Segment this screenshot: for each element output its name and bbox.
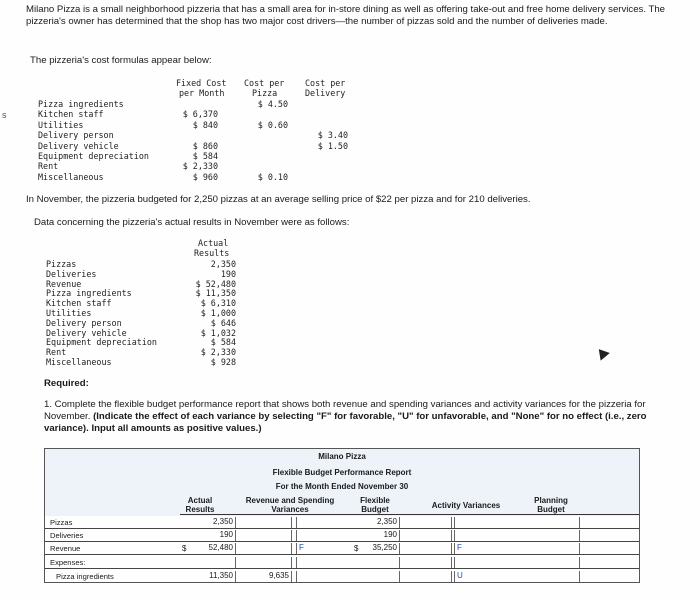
cost-row-label: Kitchen staff <box>38 109 104 120</box>
flex-value-input[interactable]: 35,250 <box>362 543 400 554</box>
actual-value-field[interactable]: 2,350 <box>190 517 236 528</box>
actual-row-value: $ 52,480 <box>195 278 236 289</box>
actual-row-label: Utilities <box>46 308 92 318</box>
mouse-cursor-icon <box>594 345 610 360</box>
question-1-instructions: (Indicate the effect of each variance by selecting "F" for favorable, "U" for unfavorable, and "None" for no effect (i.e., zero variance). Input all amounts as positive values.) <box>44 411 647 434</box>
question-1 <box>44 399 654 435</box>
actual-row-value: $ 928 <box>210 357 236 367</box>
actual-row-label: Pizza ingredients <box>46 288 132 299</box>
col-revenue-spending: Revenue and Spending Variances <box>245 496 335 514</box>
actual-dollar-sign: $ <box>182 544 187 553</box>
actual-header-1: Actual <box>198 238 229 248</box>
flex-value-input[interactable]: 2,350 <box>362 517 400 528</box>
actual-row-value: 2,350 <box>210 259 236 269</box>
fixed-header-2: per Month <box>179 88 225 98</box>
flex-dollar-sign: $ <box>354 544 359 553</box>
cost-row-fixed: $ 860 <box>192 140 218 151</box>
actual-row-value: $ 584 <box>210 337 236 348</box>
pizza-header-2: Pizza <box>252 88 278 98</box>
col-flexible-budget: Flexible Budget <box>360 496 390 514</box>
required-heading: Required: <box>44 378 89 389</box>
pizza-header-1: Cost per <box>244 78 285 88</box>
cost-row-per-delivery: $ 3.40 <box>317 130 348 141</box>
cost-row-fixed: $ 840 <box>192 119 218 130</box>
actual-row-value: 190 <box>220 268 236 279</box>
actual-text: Data concerning the pizzeria's actual results in November were as follows: <box>34 217 350 228</box>
col-activity-variances: Activity Variances <box>431 501 501 510</box>
cost-row-fixed: $ 6,370 <box>182 109 218 120</box>
cost-row-per-pizza: $ 0.10 <box>257 171 288 182</box>
formulas-label: The pizzeria's cost formulas appear below: <box>30 55 212 66</box>
margin-mark: s <box>2 110 7 120</box>
cost-row-per-pizza: $ 4.50 <box>257 99 288 109</box>
actual-row-value: $ 11,350 <box>195 288 236 299</box>
cost-formulas-table <box>38 78 368 188</box>
rsv-amount-input[interactable]: 9,635 <box>240 571 292 582</box>
actual-row-label: Kitchen staff <box>46 298 112 309</box>
actual-results-table <box>46 238 266 368</box>
actual-value-field[interactable]: 11,350 <box>190 571 236 582</box>
flex-value-input[interactable]: 190 <box>362 530 400 541</box>
activity-effect-select[interactable]: F <box>454 543 514 554</box>
report-period: For the Month Ended November 30 <box>275 482 409 491</box>
col-actual-results: Actual Results <box>185 496 215 514</box>
fixed-header-1: Fixed Cost <box>176 78 227 88</box>
actual-header-2: Results <box>194 248 230 258</box>
cost-row-label: Rent <box>38 161 59 172</box>
delivery-header-2: Delivery <box>305 88 346 98</box>
cost-row-label: Delivery vehicle <box>38 140 119 151</box>
cost-row-per-delivery: $ 1.50 <box>317 140 348 151</box>
row-label: Pizza ingredients <box>56 572 114 581</box>
cost-row-fixed: $ 2,330 <box>182 161 218 172</box>
cost-row-label: Equipment depreciation <box>38 151 149 161</box>
budget-text: In November, the pizzeria budgeted for 2,250 pizzas at an average selling price of $22 per pizza and for 210 deliveries. <box>26 194 531 205</box>
actual-row-value: $ 1,000 <box>200 308 236 318</box>
report-title: Milano Pizza <box>318 452 366 461</box>
flexible-budget-report <box>44 448 640 594</box>
cost-row-fixed: $ 960 <box>192 171 218 182</box>
rsv-effect-select[interactable]: F <box>296 543 346 554</box>
delivery-header-1: Cost per <box>305 78 346 88</box>
actual-row-value: $ 6,310 <box>200 298 236 309</box>
actual-row-label: Rent <box>46 347 67 358</box>
row-label: Revenue <box>50 544 81 553</box>
actual-row-label: Delivery person <box>46 317 122 328</box>
actual-row-label: Deliveries <box>46 268 97 279</box>
actual-row-label: Equipment depreciation <box>46 337 157 348</box>
cost-row-per-pizza: $ 0.60 <box>257 119 288 130</box>
activity-effect-select[interactable]: U <box>454 571 514 582</box>
question-1-text: 1. Complete the flexible budget performance report that shows both revenue and spending variances and activity variances for the pizzeria for November. <box>44 399 646 422</box>
actual-row-value: $ 646 <box>210 317 236 328</box>
actual-row-label: Delivery vehicle <box>46 327 127 338</box>
actual-value-field[interactable]: 190 <box>190 530 236 541</box>
row-label: Expenses: <box>50 558 86 567</box>
actual-row-value: $ 1,032 <box>200 327 236 338</box>
actual-row-label: Pizzas <box>46 259 77 269</box>
actual-row-label: Miscellaneous <box>46 357 112 367</box>
row-label: Deliveries <box>50 531 84 540</box>
col-planning-budget: Planning Budget <box>534 496 568 514</box>
cost-row-fixed: $ 584 <box>192 151 218 161</box>
cost-row-label: Pizza ingredients <box>38 99 124 109</box>
cost-row-label: Miscellaneous <box>38 171 104 182</box>
cost-row-label: Utilities <box>38 119 84 130</box>
report-subtitle: Flexible Budget Performance Report <box>272 468 412 477</box>
intro-paragraph: Milano Pizza is a small neighborhood pizzeria that has a small area for in-store dining as well as offering take-out and free home delivery services. The pizzeria's owner has determined that the shop has two major cost drivers—the number of pizzas sold and the number of deliveries made. <box>26 4 666 27</box>
cost-row-label: Delivery person <box>38 130 114 141</box>
report-frame <box>44 448 640 583</box>
actual-value-field[interactable]: 52,480 <box>190 543 236 554</box>
actual-row-value: $ 2,330 <box>200 347 236 358</box>
row-label: Pizzas <box>50 518 73 527</box>
actual-row-label: Revenue <box>46 278 82 289</box>
